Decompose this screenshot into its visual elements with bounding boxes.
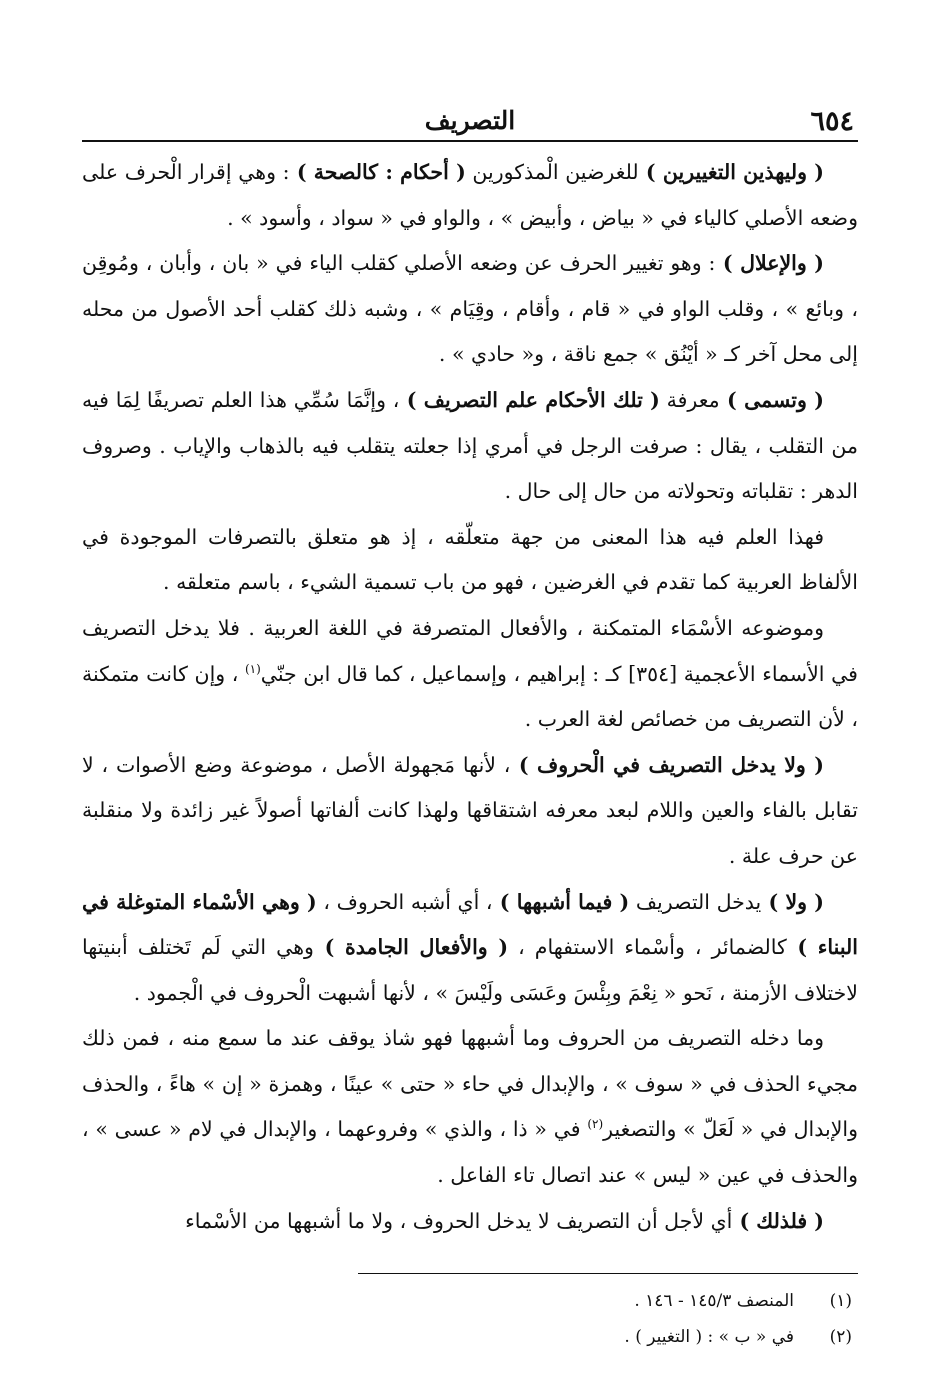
paragraph (82, 1199, 858, 1245)
bold-term: ( فلذلك ) (732, 1208, 824, 1233)
text-run: ، وإن كانت متمكنة ، لأن التصريف من خصائص لغة العرب . (82, 661, 858, 732)
footnote-ref: (٢) (587, 1117, 604, 1132)
paragraph (82, 241, 858, 378)
bold-term: ( تلك الأحكام علم التصريف ) (399, 387, 660, 412)
page-header (82, 104, 858, 142)
main-text (82, 150, 858, 1244)
page-number: ٦٥٤ (810, 106, 854, 137)
text-run: أي لأجل أن التصريف لا يدخل الحروف ، ولا ما أشبهها من الأسْماء (185, 1208, 733, 1233)
text-run: وما دخله التصريف من الحروف وما أشبهها فهو شاذ يوقف عند ما سمع منه ، فمن ذلك مجيء الحذف في « سوف » ، والإبدال في حاء « حتى » عينًا ، وهمزة « إن » هاءً ، والحذف والإبدال في « لَعَلّ » والتصغير (82, 1026, 859, 1142)
text-run: : وهي إقرار الْحرف على وضعه الأصلي كالياء في « بياض ، وأبيض » ، والواو في « سواد ، وأسود » . (82, 160, 858, 230)
text-run: يدخل التصريف (629, 889, 762, 914)
paragraph (82, 743, 858, 880)
text-run: في « ذا ، والذي » وفروعهما ، والإبدال في لام « عسى » ، والحذف في عين « ليس » عند اتصال تاء الفاعل . (82, 1117, 858, 1188)
text-run: ، لأنها مَجهولة الأصل ، موضوعة وضع الأصوات ، لا تقابل بالفاء والعين واللام لبعد معرفه اشتقاقها ولهذا كانت ألفاتها أصولاً غير زائدة ولا منقلبة عن حرف علة . (82, 752, 858, 868)
text-run: للغرضين الْمذكورين (465, 160, 639, 184)
bold-term: ( ولا ) (761, 889, 824, 914)
footnote-number: (٢) (829, 1327, 852, 1347)
paragraph (82, 1016, 858, 1198)
paragraph (82, 378, 858, 515)
text-run: فهذا العلم فيه هذا المعنى من جهة متعلّقه ، إذ هو متعلق بالتصرفات الموجودة في الألفاظ العربية كما تقدم في الغرضين ، فهو من باب تسمية الشيء ، باسم متعلقه . (82, 524, 858, 595)
bold-term: ( ولا يدخل التصريف في الْحروف ) (510, 752, 824, 777)
footnote-number: (١) (829, 1291, 852, 1311)
bold-term: ( وهي الأسْماء المتوغلة في البناء ) (82, 889, 858, 960)
bold-term: ( وليهذين التغييرين ) (638, 160, 824, 184)
text-run: وهي التي لَم تَختلف أبنيتها لاختلاف الأزمنة ، نَحو « نِعْمَ وبِئْسَ وعَسَى ولَيْسَ » ، لأنها أشبهت الْحروف في الْجمود . (82, 935, 858, 1005)
bold-term: ( والإعلال ) (715, 251, 824, 276)
footnote (82, 1319, 858, 1355)
footnote-text: في « ب » : ( التغيير ) . (624, 1327, 794, 1347)
footnote-ref: (١) (244, 661, 261, 676)
text-run: وموضوعه الأسْمَاء المتمكنة ، والأفعال المتصرفة في اللغة العربية . فلا يدخل التصريف في الأسماء الأعجمية [٣٥٤] كـ : إبراهيم ، وإسماعيل ، كما قال ابن جنّي (82, 615, 858, 686)
text-run: : وهو تغيير الحرف عن وضعه الأصلي كقلب الياء في « بان ، وأبان ، ومُوقِن ، وبائع » ، وقلب الواو في « قام ، وأقام ، وقِيَام » ، وشبه ذلك كقلب أحد الأصول من محله إلى محل آخر كـ « أيْنُق » جمع ناقة ، و« حادي » . (82, 251, 858, 367)
bold-term: ( والأفعال الجامدة ) (313, 935, 509, 960)
paragraph (82, 880, 858, 1017)
paragraph (82, 606, 858, 743)
footnotes (82, 1283, 858, 1355)
paragraph (82, 515, 858, 606)
footnote (82, 1283, 858, 1319)
text-run: كالضمائر ، وأسْماء الاستفهام ، (508, 935, 787, 960)
running-title: التصريف (424, 106, 516, 135)
paragraph (82, 150, 858, 241)
text-run: معرفة (659, 387, 720, 412)
footnote-separator (358, 1273, 858, 1274)
text-run: ، أي أشبه الحروف ، (316, 889, 493, 914)
bold-term: ( فيما أشبهها ) (492, 889, 630, 914)
footnote-text: المنصف ١٤٥/٣ - ١٤٦ . (634, 1291, 794, 1311)
bold-term: ( أحكام : كالصحة ) (289, 160, 466, 184)
text-run: ، وإنَّمَا سُمِّي هذا العلم تصريفًا لِمَا فيه من التقلب ، يقال : صرفت الرجل في أمري إذا جعلته يتقلب فيه بالذهاب والإياب . وصروف الدهر : تقلباته وتحولاته من حال إلى حال . (82, 387, 858, 504)
bold-term: ( وتسمى ) (719, 387, 824, 412)
